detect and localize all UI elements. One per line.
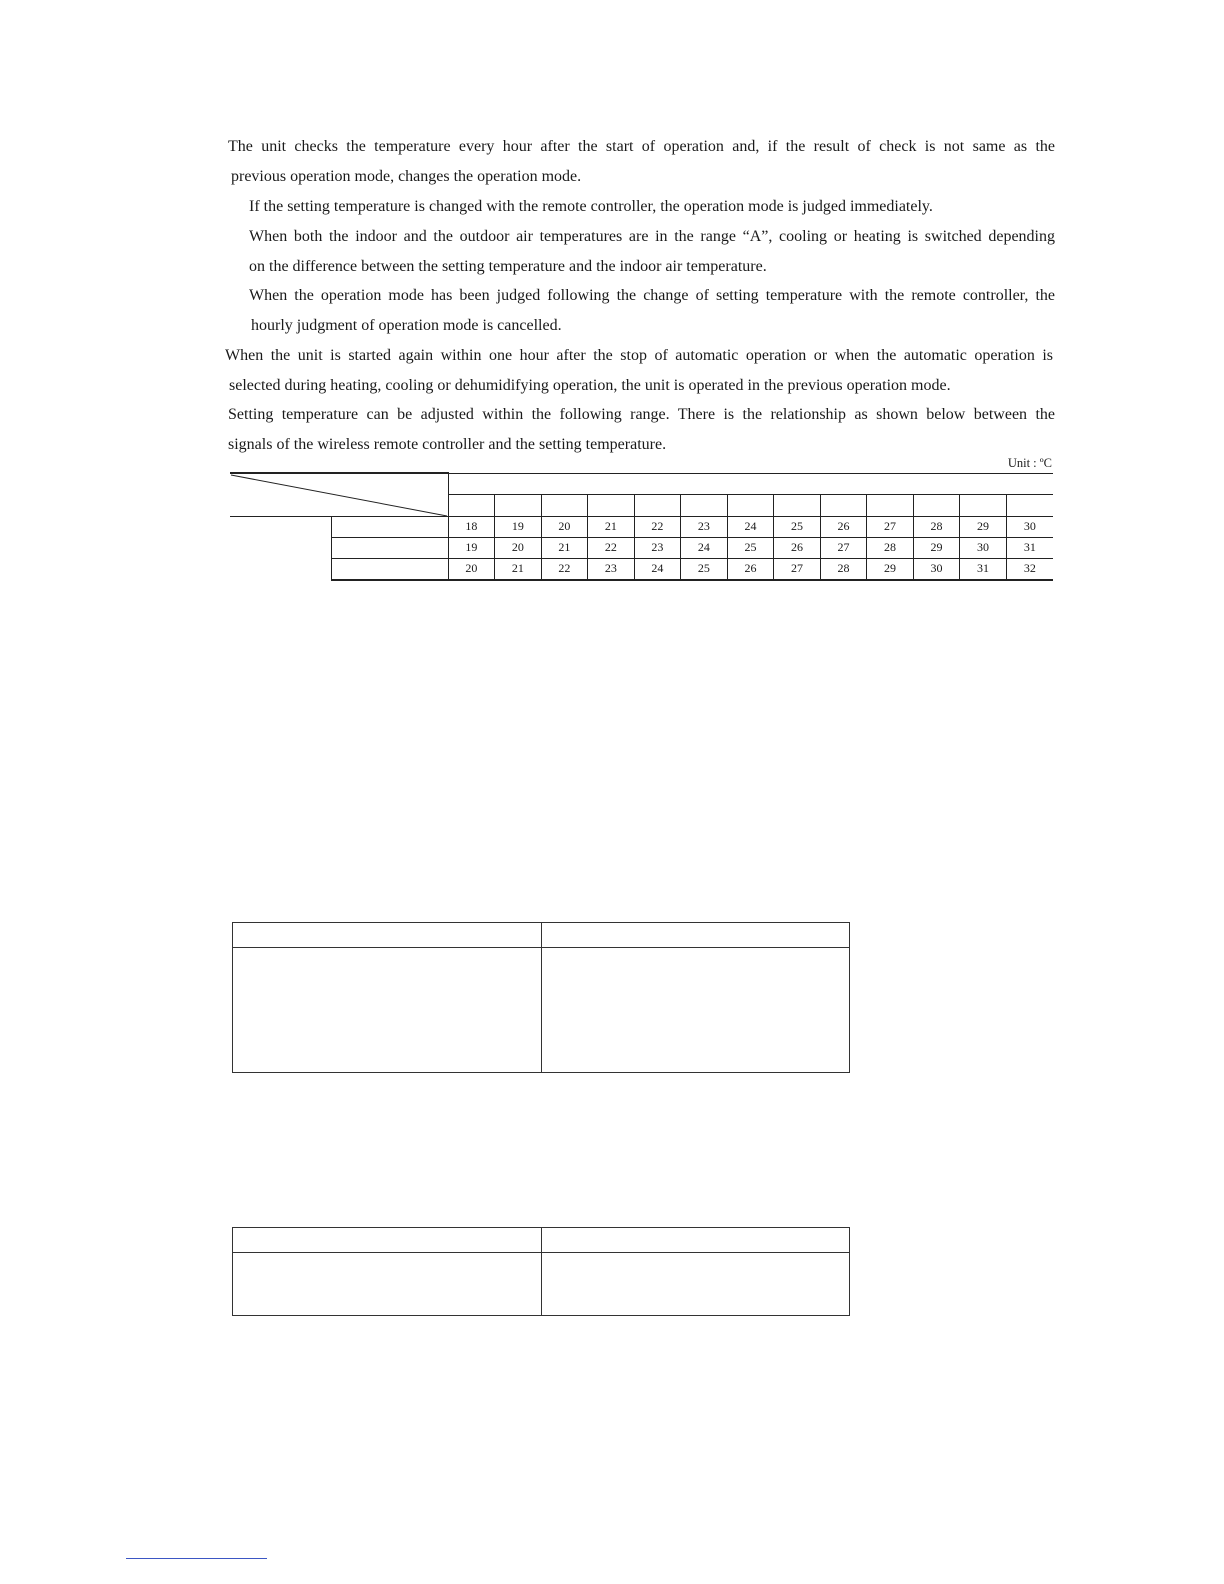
temp-cell: 18 (448, 516, 495, 537)
signal-cell (820, 494, 867, 516)
temp-cell: 19 (448, 537, 495, 558)
signal-cell (448, 494, 495, 516)
temp-cell: 30 (913, 558, 960, 580)
paragraph-line-7: hourly judgment of operation mode is cancelled. (251, 317, 562, 334)
signal-cell (774, 494, 821, 516)
temp-cell: 20 (448, 558, 495, 580)
temp-cell: 20 (541, 516, 588, 537)
temp-cell: 24 (727, 516, 774, 537)
temp-cell: 26 (774, 537, 821, 558)
temp-cell: 23 (588, 558, 635, 580)
paragraph-line-2: previous operation mode, changes the operation mode. (231, 168, 582, 185)
temp-cell: 23 (634, 537, 681, 558)
temp-cell: 29 (913, 537, 960, 558)
signal-cell (588, 494, 635, 516)
temp-cell: 31 (1006, 537, 1053, 558)
empty-table-2-header-right (542, 1228, 850, 1253)
signal-temperature-table (230, 472, 1053, 581)
temp-cell: 21 (588, 516, 635, 537)
row-label-cell (331, 537, 448, 558)
paragraph-line-5: on the difference between the setting temperature and the indoor air temperature. (249, 258, 767, 275)
temp-cell: 27 (867, 516, 914, 537)
table-header-cell (448, 473, 1053, 494)
temp-cell: 21 (495, 558, 542, 580)
temp-cell: 29 (867, 558, 914, 580)
paragraph-line-4: When both the indoor and the outdoor air temperatures are in the range “A”, cooling or heating is switched depending (249, 228, 1055, 245)
temp-cell: 28 (820, 558, 867, 580)
signal-cell (867, 494, 914, 516)
empty-table-2-body-right (542, 1253, 850, 1316)
signal-cell (1006, 494, 1053, 516)
signal-cell (634, 494, 681, 516)
paragraph-line-1: The unit checks the temperature every hour after the start of operation and, if the result of check is not same as the (228, 138, 1055, 155)
signal-cell (913, 494, 960, 516)
temp-cell: 32 (1006, 558, 1053, 580)
signal-cell (960, 494, 1007, 516)
paragraph-line-3: If the setting temperature is changed with the remote controller, the operation mode is judged immediately. (249, 198, 933, 215)
empty-table-1-header-left (233, 923, 542, 948)
paragraph-line-8: When the unit is started again within one hour after the stop of automatic operation or when the automatic operation is (225, 347, 1053, 364)
temp-cell: 25 (681, 558, 728, 580)
empty-table-1 (232, 922, 850, 1073)
temp-cell: 21 (541, 537, 588, 558)
temp-cell: 22 (541, 558, 588, 580)
temp-cell: 22 (634, 516, 681, 537)
empty-table-2-body-left (233, 1253, 542, 1316)
temp-cell: 31 (960, 558, 1007, 580)
empty-table-1-body-left (233, 948, 542, 1073)
signal-cell (541, 494, 588, 516)
signal-cell (727, 494, 774, 516)
empty-table-1-body-right (542, 948, 850, 1073)
temp-cell: 28 (867, 537, 914, 558)
temp-cell: 20 (495, 537, 542, 558)
temp-cell: 19 (495, 516, 542, 537)
temp-cell: 25 (774, 516, 821, 537)
paragraph-line-9: selected during heating, cooling or dehumidifying operation, the unit is operated in the previous operation mode. (229, 377, 951, 394)
temp-cell: 24 (681, 537, 728, 558)
row-label-cell (331, 516, 448, 537)
temp-cell: 25 (727, 537, 774, 558)
corner-diagonal (230, 474, 448, 517)
temp-cell: 27 (820, 537, 867, 558)
empty-table-2-header-left (233, 1228, 542, 1253)
empty-table-2 (232, 1227, 850, 1316)
row-label-cell (331, 558, 448, 580)
temp-cell: 24 (634, 558, 681, 580)
unit-label: Unit : ºC (1007, 456, 1052, 470)
footnote-separator (126, 1558, 267, 1559)
table-row (230, 558, 1053, 580)
temp-cell: 27 (774, 558, 821, 580)
table-corner-cell (230, 473, 448, 516)
paragraph-line-10: Setting temperature can be adjusted within the following range. There is the relationship as shown below between the (228, 406, 1055, 423)
signal-cell (681, 494, 728, 516)
temp-cell: 23 (681, 516, 728, 537)
temp-cell: 29 (960, 516, 1007, 537)
temp-cell: 22 (588, 537, 635, 558)
temp-cell: 30 (960, 537, 1007, 558)
table-row (230, 537, 1053, 558)
temp-cell: 26 (727, 558, 774, 580)
paragraph-line-11: signals of the wireless remote controller and the setting temperature. (228, 436, 667, 453)
signal-cell (495, 494, 542, 516)
temp-cell: 28 (913, 516, 960, 537)
table-row (230, 516, 1053, 537)
temp-cell: 30 (1006, 516, 1053, 537)
paragraph-line-6: When the operation mode has been judged following the change of setting temperature with the remote controller, the (249, 287, 1055, 304)
temp-cell: 26 (820, 516, 867, 537)
row-group-label-cell (230, 516, 331, 580)
empty-table-1-header-right (542, 923, 850, 948)
